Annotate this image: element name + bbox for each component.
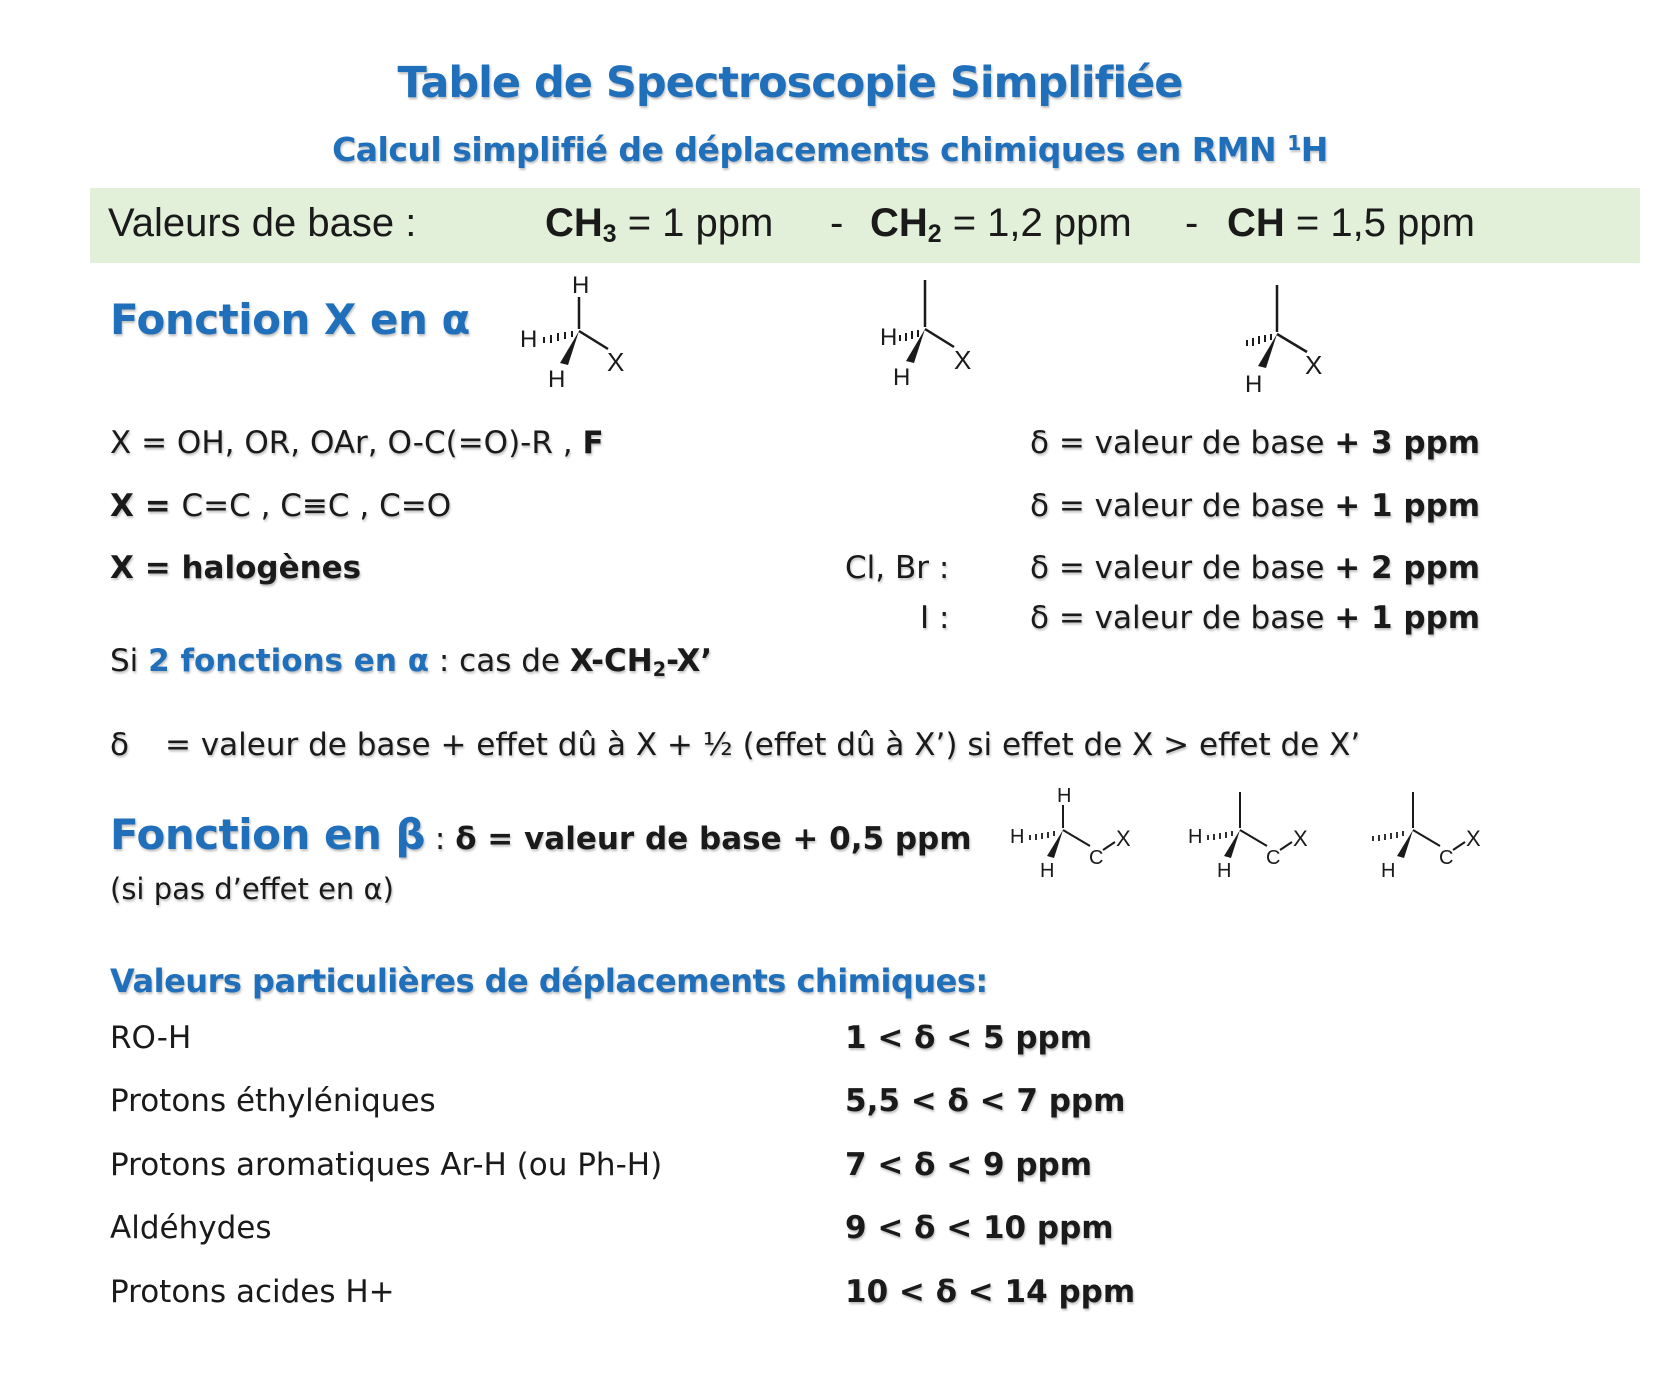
separator: -	[830, 201, 844, 245]
delta-rule-symbol: δ	[110, 727, 129, 763]
ch-base-value: CH = 1,5 ppm	[1227, 201, 1475, 245]
svg-text:X: X	[1466, 826, 1481, 851]
ch-c-x-molecule-diagram	[1188, 780, 1328, 890]
svg-text:X: X	[1293, 826, 1308, 851]
alpha-row-halogens-cl-br: Cl, Br :	[845, 550, 950, 586]
alpha-row-halogens-formula: δ = valeur de base + 2 ppm	[1030, 550, 1481, 586]
ch2-base-value: $CH_2 = 1,2$ ppm	[870, 201, 1132, 249]
particular-range: 7 < δ < 9 ppm	[845, 1147, 1093, 1183]
particular-label: Aldéhydes	[110, 1210, 272, 1246]
svg-text:H: H	[1188, 826, 1203, 848]
ch2x-molecule-diagram	[520, 265, 660, 405]
svg-text:H: H	[880, 324, 898, 351]
alpha-row-unsaturated-formula: δ = valeur de base + 1 ppm	[1030, 488, 1481, 524]
particular-label: Protons acides H+	[110, 1274, 395, 1310]
c-c-x-molecule-diagram	[1365, 780, 1505, 890]
svg-text:C: C	[1089, 847, 1104, 869]
ch3-base-value: $CH_3 = 1$ ppm	[545, 201, 774, 249]
svg-text:H: H	[1040, 860, 1055, 882]
svg-text:H: H	[572, 272, 590, 299]
particular-range: 1 < δ < 5 ppm	[845, 1020, 1093, 1056]
particular-label: RO-H	[110, 1020, 192, 1056]
svg-text:H: H	[548, 366, 566, 393]
svg-text:X: X	[954, 345, 972, 375]
base-values-label: Valeurs de base :	[108, 201, 417, 245]
svg-text:H: H	[1217, 860, 1232, 882]
beta-note: (si pas d’effet en α)	[110, 872, 394, 906]
alpha-row-iodine-formula: δ = valeur de base + 1 ppm	[1030, 600, 1481, 636]
svg-text:X: X	[607, 347, 625, 377]
ch2-c-x-molecule-diagram	[1010, 780, 1150, 890]
svg-text:H: H	[1245, 371, 1263, 398]
alpha-row-halogens: X = halogènes	[110, 550, 362, 586]
svg-text:X: X	[1305, 350, 1323, 380]
svg-text:X: X	[1116, 826, 1131, 851]
particular-values-heading: Valeurs particulières de déplacements chimiques:	[110, 962, 988, 1000]
two-functions-line: Si 2 fonctions en α : cas de $X-CH_2-X$’	[110, 643, 713, 681]
svg-text:H: H	[1381, 860, 1396, 882]
svg-text:C: C	[1439, 847, 1454, 869]
svg-text:H: H	[520, 326, 538, 353]
particular-range: 9 < δ < 10 ppm	[845, 1210, 1114, 1246]
chx-molecule-diagram	[880, 265, 1020, 405]
svg-text:H: H	[893, 364, 911, 391]
particular-range: 10 < δ < 14 ppm	[845, 1274, 1136, 1310]
particular-label: Protons aromatiques Ar-H (ou Ph-H)	[110, 1147, 663, 1183]
particular-range: 5,5 < δ < 7 ppm	[845, 1083, 1126, 1119]
particular-label: Protons éthyléniques	[110, 1083, 436, 1119]
separator: -	[1185, 201, 1199, 245]
cx-molecule-diagram	[1245, 270, 1395, 410]
svg-text:H: H	[1057, 785, 1072, 807]
beta-line: Fonction en β : δ = valeur de base + 0,5 ppm	[110, 810, 972, 859]
alpha-row-iodine: I :	[920, 600, 950, 636]
alpha-heading: Fonction X en α	[110, 295, 470, 344]
alpha-row-unsaturated: X = C=C , C≡C , C=O	[110, 488, 452, 524]
page-subtitle: Calcul simplifié de déplacements chimiques en RMN $^1$H	[332, 130, 1328, 169]
base-values-bar	[90, 188, 1640, 263]
delta-rule-text: = valeur de base + effet dû à X + ½ (effet dû à X’) si effet de X > effet de X’	[165, 727, 1361, 763]
svg-text:H: H	[1010, 826, 1025, 848]
alpha-row-oxygen: X = OH, OR, OAr, O-C(=O)-R , F	[110, 425, 604, 461]
page-title: Table de Spectroscopie Simplifiée	[397, 58, 1183, 108]
svg-text:C: C	[1266, 847, 1281, 869]
alpha-row-oxygen-formula: δ = valeur de base + 3 ppm	[1030, 425, 1481, 461]
